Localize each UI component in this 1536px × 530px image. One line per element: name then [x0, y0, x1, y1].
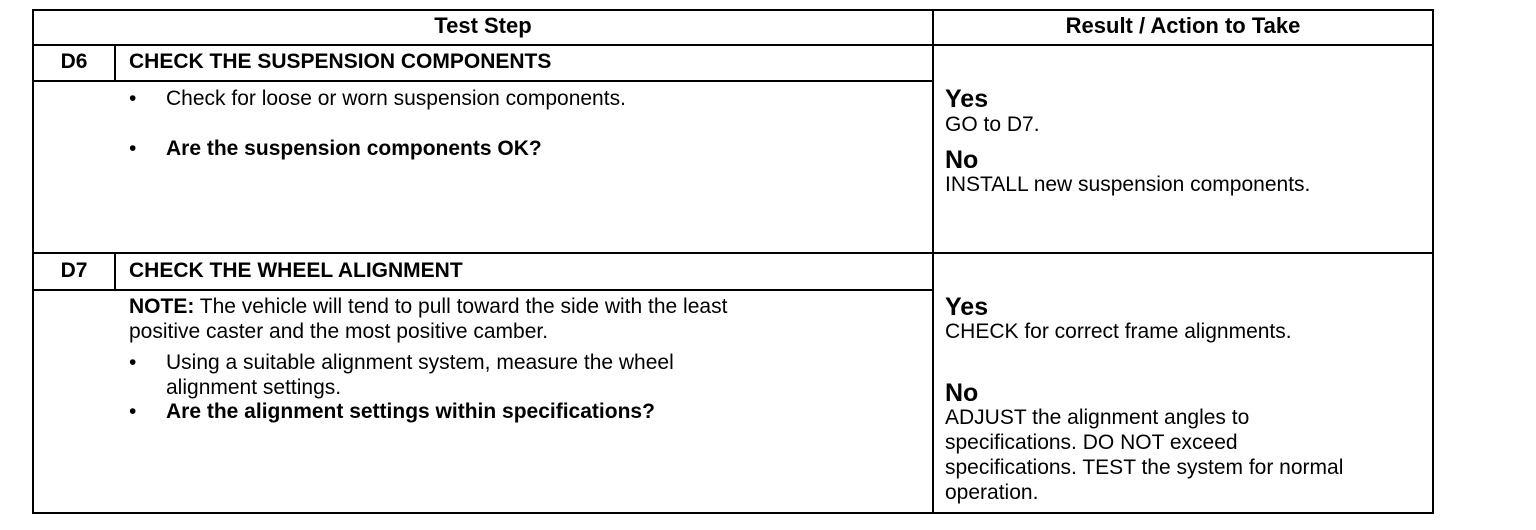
header-result: Result / Action to Take: [1065, 13, 1301, 38]
step-instruction-d7-line1: Using a suitable alignment system, measure the wheel: [166, 351, 674, 374]
header-test-step: Test Step: [434, 13, 532, 38]
no-action-d7-line1: ADJUST the alignment angles to: [945, 406, 1250, 429]
yes-label-d6: Yes: [945, 85, 989, 113]
no-action-d6: INSTALL new suspension components.: [945, 173, 1311, 196]
column-divider: [932, 9, 934, 514]
no-label-d6: No: [945, 146, 979, 174]
step-question-d6: Are the suspension components OK?: [166, 137, 542, 160]
yes-action-d6: GO to D7.: [945, 113, 1040, 136]
note-line-1: [129, 295, 727, 319]
no-action-d7-line2: specifications. DO NOT exceed: [945, 431, 1238, 454]
header-divider: [32, 44, 1434, 46]
title-divider-d7: [32, 289, 933, 291]
no-action-d7-line4: operation.: [945, 481, 1039, 504]
yes-action-d7: CHECK for correct frame alignments.: [945, 320, 1292, 343]
bullet-icon: •: [129, 351, 137, 374]
bullet-icon: •: [129, 137, 137, 160]
step-id-d6: D6: [60, 50, 88, 73]
id-divider-d6: [114, 44, 116, 81]
step-question-d7: Are the alignment settings within specifications?: [166, 400, 655, 423]
no-action-d7-line3: specifications. TEST the system for normal: [945, 456, 1344, 479]
step-title-d6: CHECK THE SUSPENSION COMPONENTS: [129, 50, 552, 73]
note-line-2: positive caster and the most positive camber.: [129, 320, 549, 343]
bullet-icon: •: [129, 400, 137, 423]
id-divider-d7: [114, 252, 116, 290]
row-divider: [32, 252, 1434, 254]
bullet-icon: •: [129, 87, 137, 110]
yes-label-d7: Yes: [945, 293, 989, 321]
step-instruction-d6: Check for loose or worn suspension components.: [166, 87, 626, 110]
note-text: The vehicle will tend to pull toward the side with the least: [194, 295, 728, 318]
no-label-d7: No: [945, 379, 979, 407]
step-title-d7: CHECK THE WHEEL ALIGNMENT: [129, 259, 463, 282]
step-id-d7: D7: [60, 259, 88, 282]
title-divider-d6: [32, 80, 933, 82]
note-label: NOTE:: [129, 295, 195, 318]
step-instruction-d7-line2: alignment settings.: [166, 376, 342, 399]
